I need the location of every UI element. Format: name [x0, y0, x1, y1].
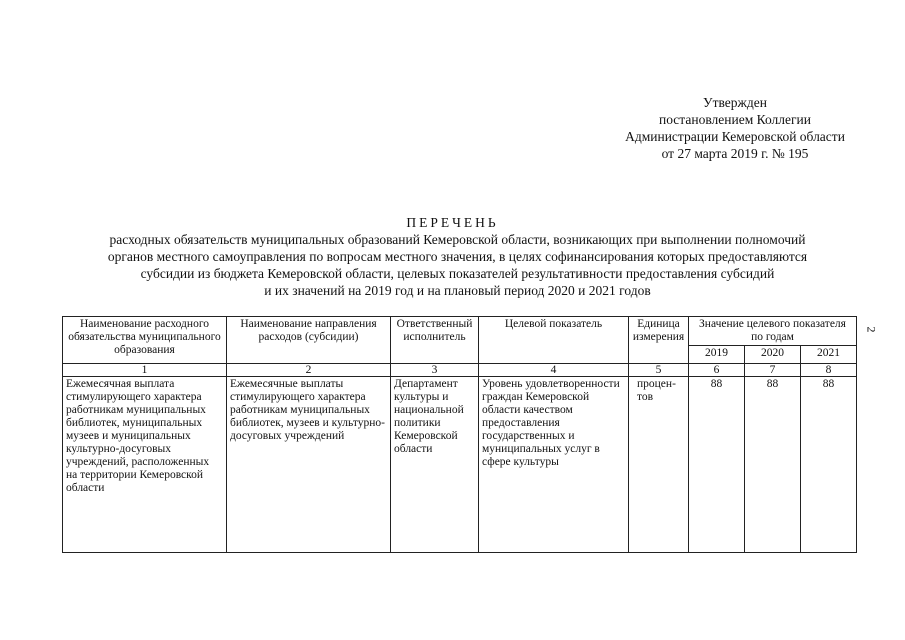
subtitle-line: расходных обязательств муниципальных образований Кемеровской области, возникающих при выполнении полномочий [109, 232, 806, 247]
header-direction: Наименование направления расходов (субсидии) [227, 317, 391, 364]
column-number: 5 [629, 364, 689, 377]
header-obligation: Наименование расходного обязательства муниципального образования [63, 317, 227, 364]
header-unit: Единица измерения [629, 317, 689, 364]
column-number: 2 [227, 364, 391, 377]
cell-value-2020: 88 [745, 377, 801, 553]
page-number: 2 [864, 326, 879, 333]
header-indicator: Целевой показатель [479, 317, 629, 364]
subtitle-line: органов местного самоуправления по вопросам местного значения, в целях софинансирования которых предоставляются [107, 249, 808, 264]
table-column-numbers-row [63, 364, 857, 377]
cell-executor: Департамент культуры и национальной политики Кемеровской области [391, 377, 479, 553]
cell-value-2019: 88 [689, 377, 745, 553]
header-executor: Ответственный исполнитель [391, 317, 479, 364]
approval-line: постановлением Коллегии [659, 112, 811, 127]
subtitle-line: и их значений на 2019 год и на плановый период 2020 и 2021 годов [264, 283, 651, 298]
approval-line: от 27 марта 2019 г. № 195 [661, 146, 809, 161]
header-year: 2019 [689, 346, 745, 364]
header-year: 2020 [745, 346, 801, 364]
subtitle-line: субсидии из бюджета Кемеровской области, целевых показателей результативности предоставления субсидий [140, 266, 775, 281]
column-number: 3 [391, 364, 479, 377]
column-number: 4 [479, 364, 629, 377]
cell-unit: процен- тов [629, 377, 689, 553]
column-number: 1 [63, 364, 227, 377]
cell-direction: Ежемесячные выплаты стимулирующего характера работникам муниципальных библиотек, музеев и культурно-досуговых учреждений [227, 377, 391, 553]
approval-line: Администрации Кемеровской области [625, 129, 845, 144]
obligations-table [62, 316, 857, 553]
approval-block [590, 94, 880, 162]
document-title: ПЕРЕЧЕНЬ [406, 215, 499, 230]
column-number: 8 [801, 364, 857, 377]
approval-line: Утвержден [703, 95, 767, 110]
header-year: 2021 [801, 346, 857, 364]
cell-obligation: Ежемесячная выплата стимулирующего характера работникам муниципальных библиотек, муниципальных музеев и муниципальных культурно-досуговых учреждений, расположенных на территории Кемеровской области [63, 377, 227, 553]
table-row [63, 377, 857, 553]
cell-value-2021: 88 [801, 377, 857, 553]
document-subtitle [40, 231, 875, 299]
cell-indicator: Уровень удовлетворенности граждан Кемеровской области качеством предоставления государственных и муниципальных услуг в сфере культуры [479, 377, 629, 553]
table-header-row [63, 317, 857, 346]
column-number: 6 [689, 364, 745, 377]
column-number: 7 [745, 364, 801, 377]
header-target-values: Значение целевого показателя по годам [689, 317, 857, 346]
